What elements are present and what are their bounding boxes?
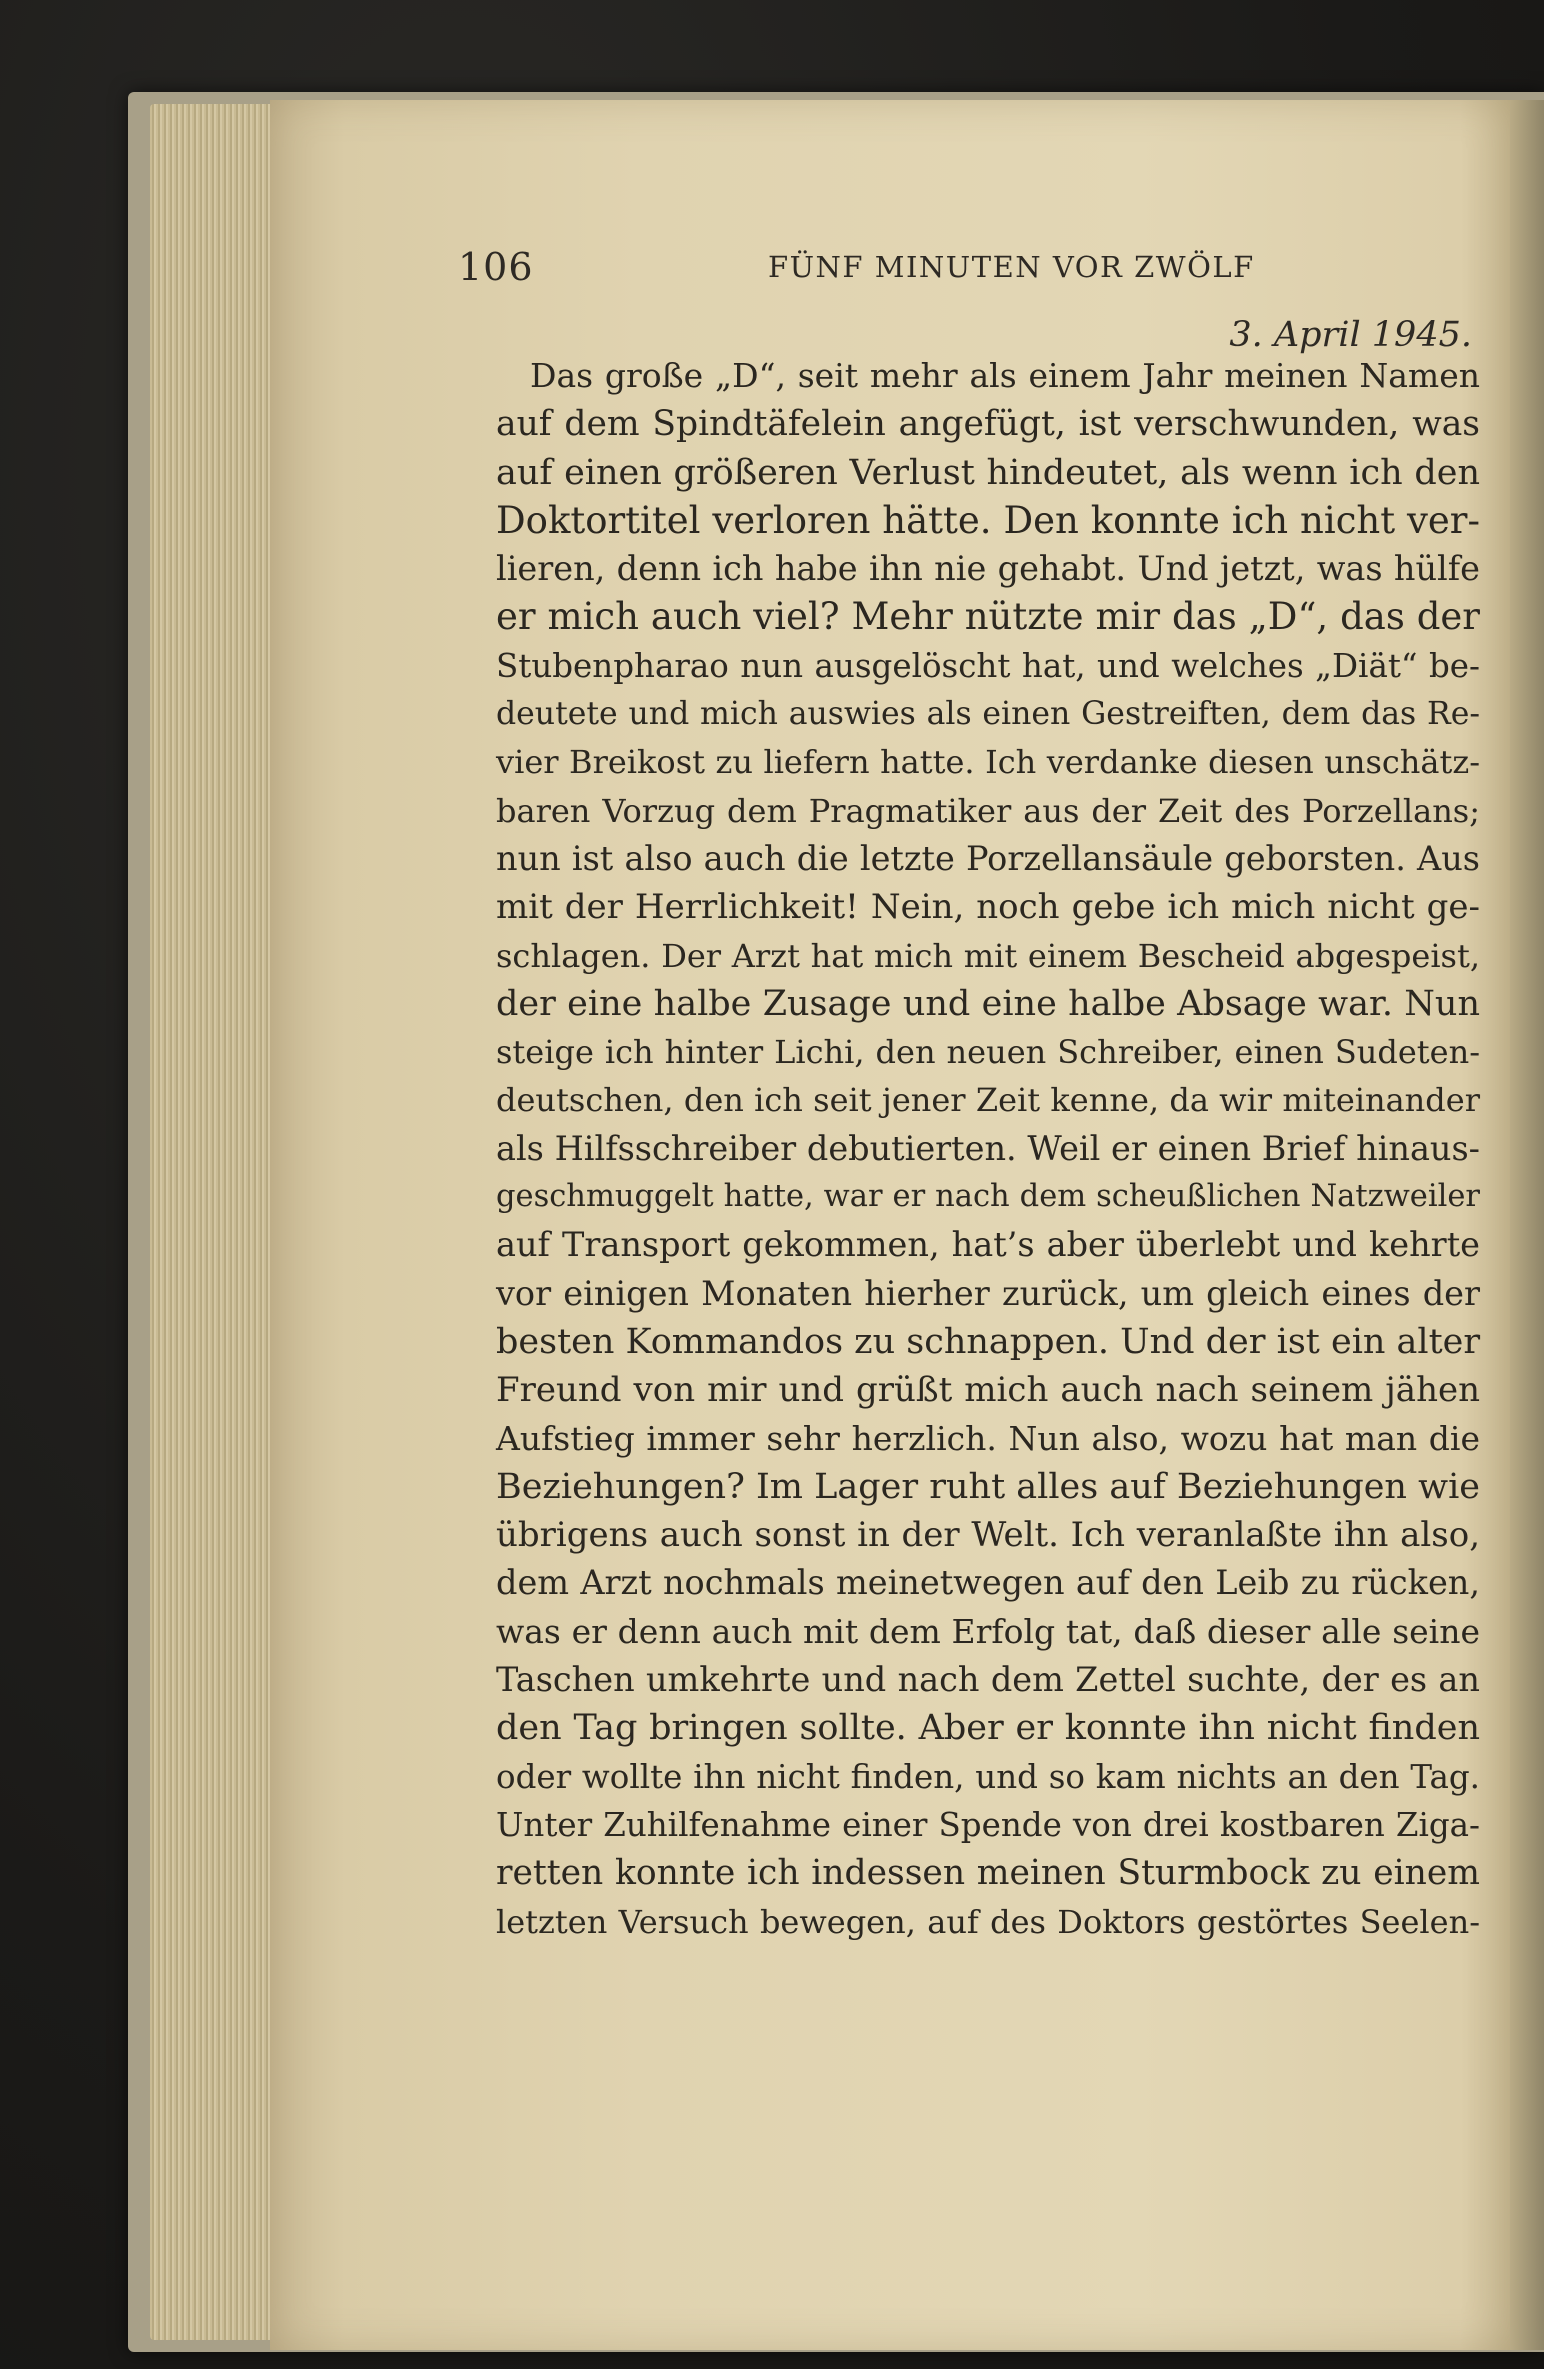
page-header — [458, 245, 1478, 295]
text-line: baren Vorzug dem Pragmatiker aus der Zeit des Porzellans; — [496, 791, 1480, 830]
text-line: oder wollte ihn nicht finden, und so kam nichts an den Tag. — [496, 1757, 1480, 1796]
page-number: 106 — [458, 245, 534, 289]
text-line: der eine halbe Zusage und eine halbe Absage war. Nun — [496, 983, 1480, 1024]
text-line: geschmuggelt hatte, war er nach dem scheußlichen Natzweiler — [496, 1179, 1480, 1215]
running-title: FÜNF MINUTEN VOR ZWÖLF — [768, 250, 1255, 284]
text-line: mit der Herrlichkeit! Nein, noch gebe ich mich nicht ge- — [496, 887, 1480, 928]
text-line: steige ich hinter Lichi, den neuen Schreiber, einen Sudeten- — [496, 1033, 1480, 1072]
text-line: er mich auch viel? Mehr nützte mir das „D“, das der — [496, 595, 1480, 639]
text-line: letzten Versuch bewegen, auf des Doktors gestörtes Seelen- — [496, 1902, 1480, 1941]
text-line: dem Arzt nochmals meinetwegen auf den Leib zu rücken, — [496, 1563, 1480, 1603]
text-line: auf dem Spindtäfelein angefügt, ist verschwunden, was — [496, 404, 1480, 445]
text-line: Unter Zuhilfenahme einer Spende von drei kostbaren Ziga- — [496, 1805, 1480, 1844]
text-line: was er denn auch mit dem Erfolg tat, daß dieser alle seine — [496, 1611, 1480, 1651]
body-text — [496, 352, 1480, 1946]
entry-date: 3. April 1945. — [1229, 315, 1472, 355]
text-line: Doktortitel verloren hätte. Den konnte ich nicht ver- — [496, 498, 1480, 542]
text-line: retten konnte ich indessen meinen Sturmbock zu einem — [496, 1853, 1480, 1894]
text-line: Beziehungen? Im Lager ruht alles auf Beziehungen wie — [496, 1466, 1480, 1507]
text-line: vor einigen Monaten hierher zurück, um gleich eines der — [496, 1273, 1480, 1313]
text-line: auf einen größeren Verlust hindeutet, als wenn ich den — [496, 452, 1480, 493]
stacked-page-edges — [150, 104, 290, 2340]
text-line: Stubenpharao nun ausgelöscht hat, und welches „Diät“ be- — [496, 646, 1480, 685]
text-line: Das große „D“, seit mehr als einem Jahr meinen Namen — [530, 356, 1480, 395]
text-line: besten Kommandos zu schnappen. Und der ist ein alter — [496, 1321, 1481, 1362]
text-line: als Hilfsschreiber debutierten. Weil er einen Brief hinaus- — [496, 1128, 1480, 1168]
text-line: nun ist also auch die letzte Porzellansäule geborsten. Aus — [496, 838, 1480, 878]
text-line: deutete und mich auswies als einen Gestreiften, dem das Re- — [496, 696, 1480, 733]
text-line: den Tag bringen sollte. Aber er konnte ihn nicht finden — [496, 1708, 1480, 1749]
text-line: auf Transport gekommen, hat’s aber überlebt und kehrte — [496, 1225, 1480, 1265]
text-line: Taschen umkehrte und nach dem Zettel suchte, der es an — [496, 1660, 1480, 1700]
page-gutter-right — [1510, 100, 1544, 2350]
text-line: übrigens auch sonst in der Welt. Ich veranlaßte ihn also, — [496, 1515, 1480, 1556]
text-line: schlagen. Der Arzt hat mich mit einem Bescheid abgespeist, — [496, 936, 1480, 975]
text-line: Aufstieg immer sehr herzlich. Nun also, wozu hat man die — [496, 1418, 1480, 1458]
text-line: Freund von mir und grüßt mich auch nach seinem jähen — [496, 1370, 1480, 1411]
text-line: deutschen, den ich seit jener Zeit kenne, da wir miteinander — [496, 1081, 1480, 1120]
text-line: vier Breikost zu liefern hatte. Ich verdanke diesen unschätz- — [496, 743, 1480, 782]
text-line: lieren, denn ich habe ihn nie gehabt. Und jetzt, was hülfe — [496, 549, 1480, 589]
